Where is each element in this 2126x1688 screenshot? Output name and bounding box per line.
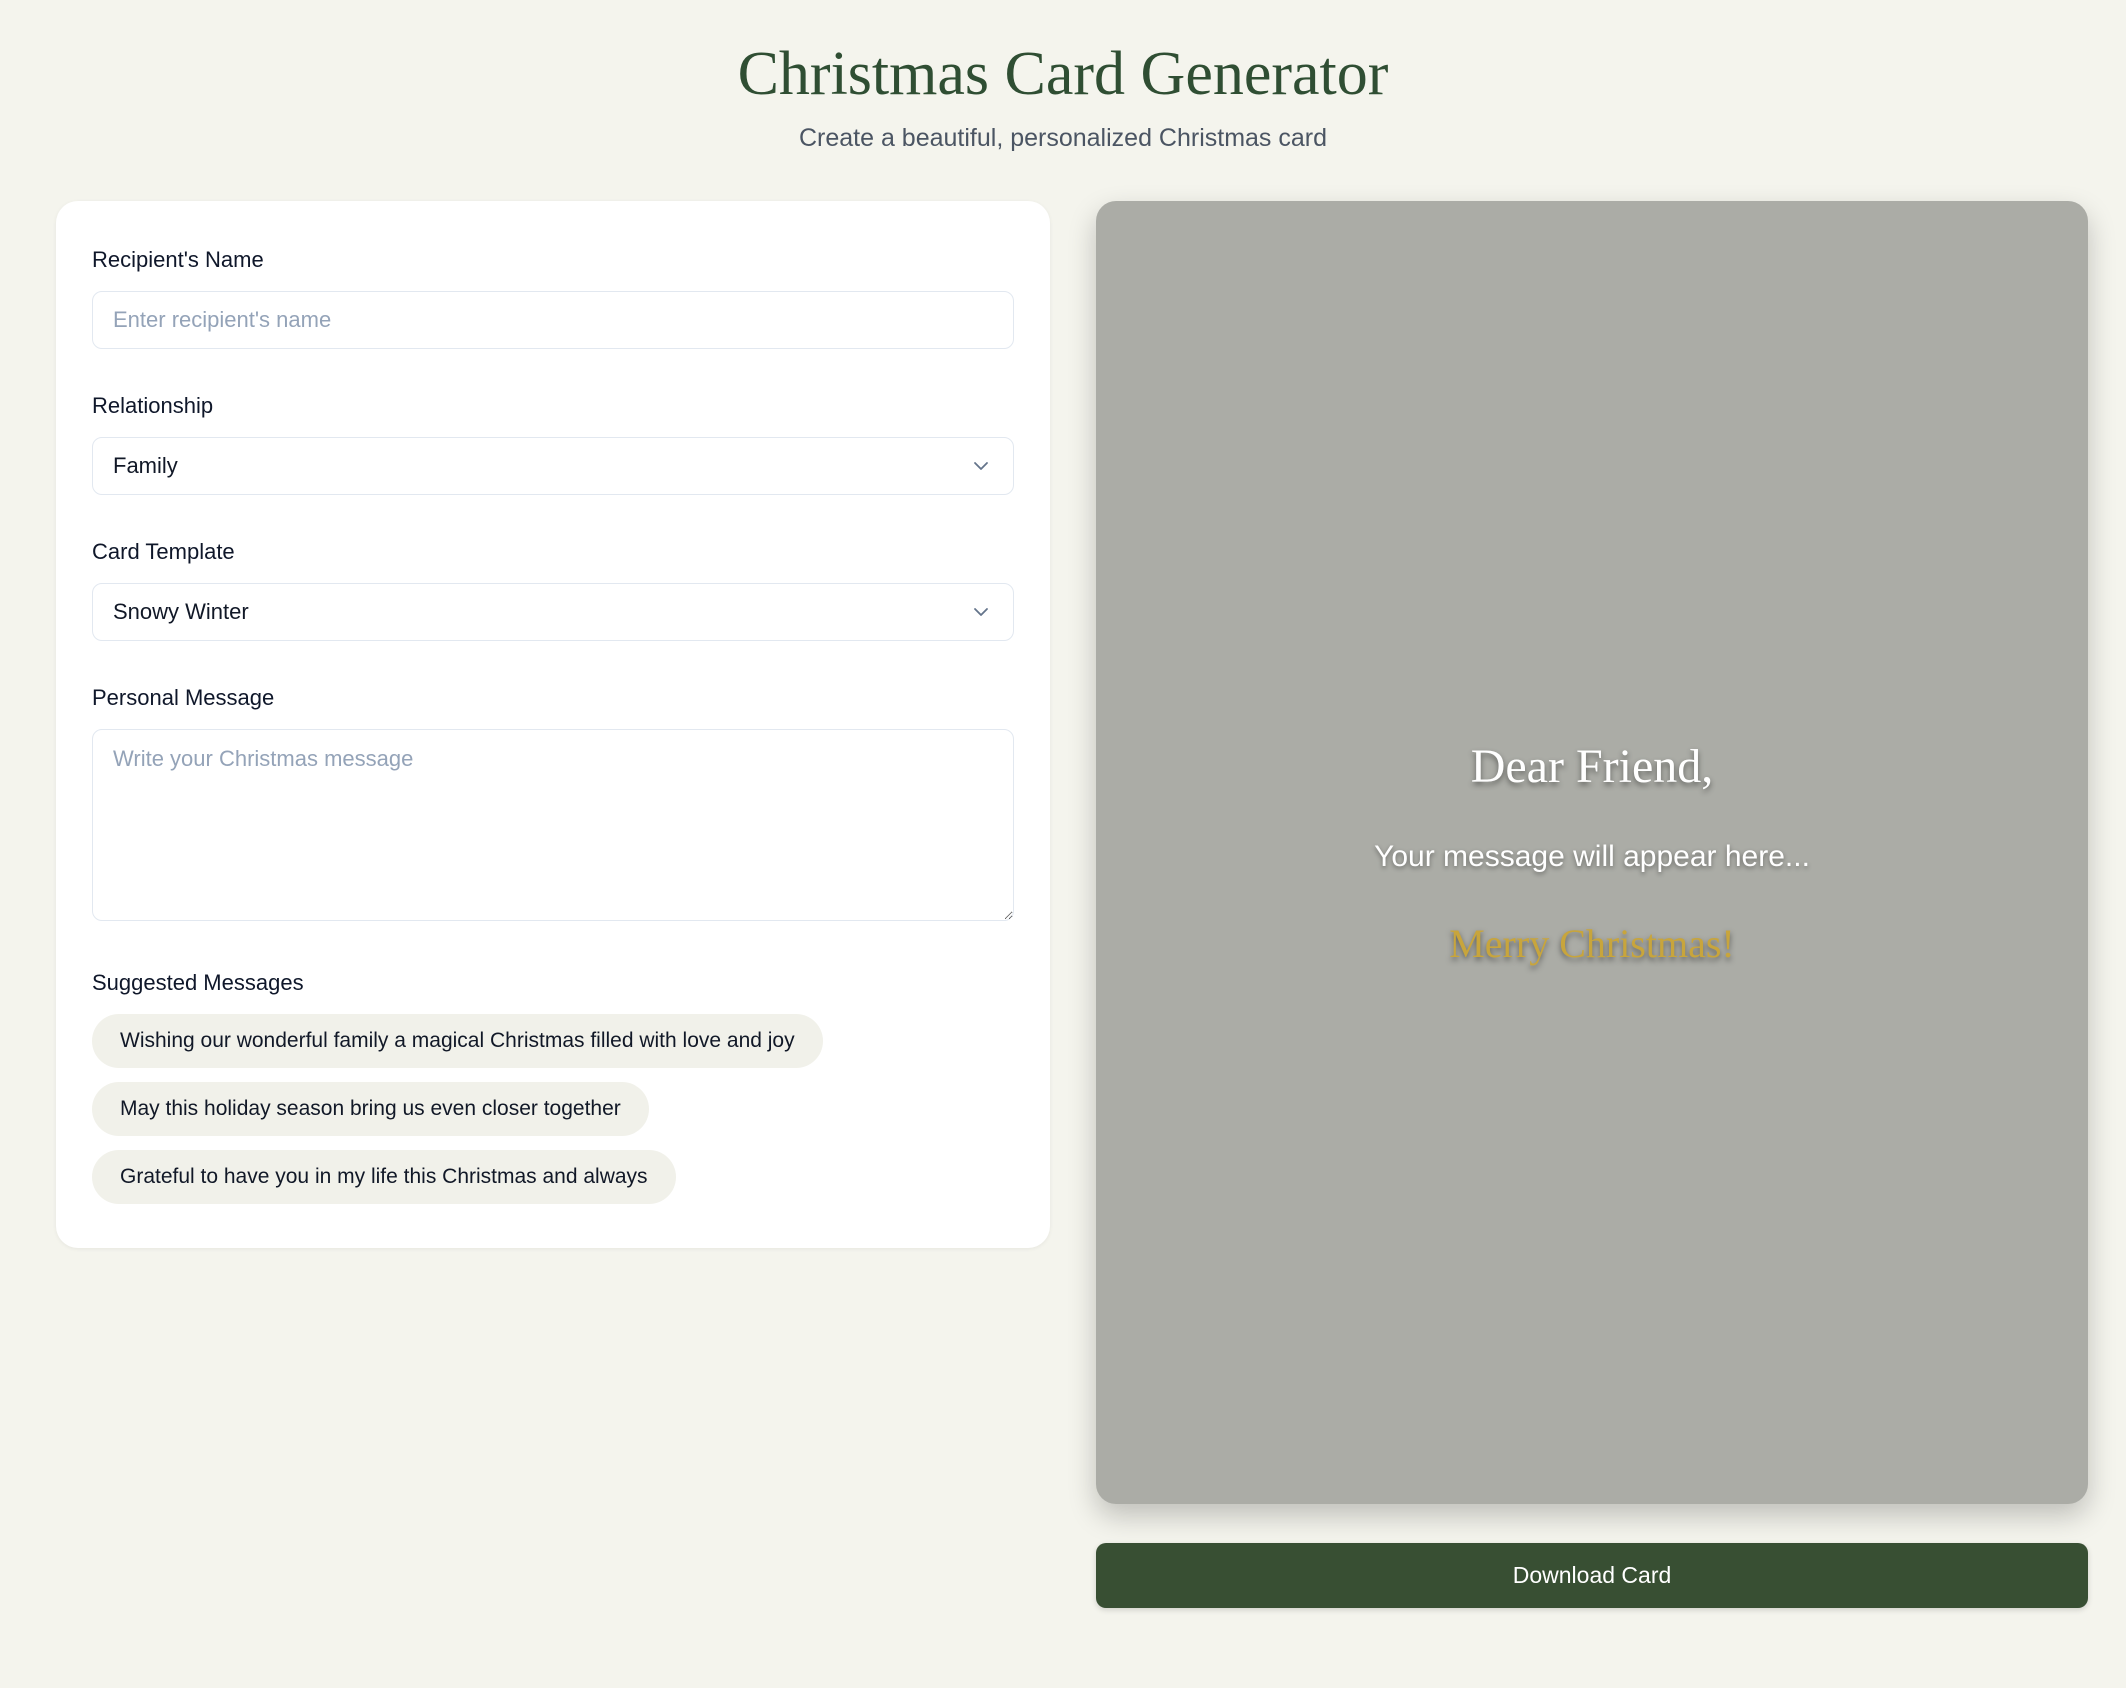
recipient-name-input[interactable] bbox=[92, 291, 1014, 349]
card-message-placeholder-text: Your message will appear here... bbox=[1374, 839, 1810, 873]
message-field-group bbox=[92, 685, 1014, 926]
personal-message-textarea[interactable] bbox=[92, 729, 1014, 921]
suggested-messages-label: Suggested Messages bbox=[92, 970, 304, 996]
template-selected-value: Snowy Winter bbox=[113, 599, 249, 625]
card-greeting-text: Dear Friend, bbox=[1470, 739, 1714, 793]
chevron-down-icon bbox=[969, 600, 993, 624]
suggested-message-pill[interactable]: Grateful to have you in my life this Christmas and always bbox=[92, 1150, 676, 1204]
suggested-message-pill[interactable]: May this holiday season bring us even closer together bbox=[92, 1082, 649, 1136]
relationship-select[interactable] bbox=[92, 437, 1014, 495]
page-header bbox=[0, 0, 2126, 153]
download-card-button[interactable]: Download Card bbox=[1096, 1543, 2088, 1608]
main-content bbox=[0, 201, 2126, 1608]
suggested-message-pill[interactable]: Wishing our wonderful family a magical Christmas filled with love and joy bbox=[92, 1014, 823, 1068]
card-form-panel bbox=[56, 201, 1050, 1248]
suggestions-group bbox=[92, 970, 1014, 1204]
template-field-group bbox=[92, 539, 1014, 641]
chevron-down-icon bbox=[969, 454, 993, 478]
suggestions-list bbox=[92, 1014, 1014, 1204]
recipient-field-group bbox=[92, 247, 1014, 349]
relationship-label: Relationship bbox=[92, 393, 214, 419]
card-template-select[interactable] bbox=[92, 583, 1014, 641]
card-template-label: Card Template bbox=[92, 539, 235, 565]
relationship-selected-value: Family bbox=[113, 453, 178, 479]
preview-column bbox=[1096, 201, 2088, 1608]
page-subtitle: Create a beautiful, personalized Christmas card bbox=[798, 124, 1328, 153]
card-closing-text: Merry Christmas! bbox=[1449, 920, 1735, 966]
personal-message-label: Personal Message bbox=[92, 685, 275, 711]
card-preview bbox=[1096, 201, 2088, 1504]
relationship-field-group bbox=[92, 393, 1014, 495]
page-title: Christmas Card Generator bbox=[737, 40, 1389, 108]
recipient-name-label: Recipient's Name bbox=[92, 247, 264, 273]
